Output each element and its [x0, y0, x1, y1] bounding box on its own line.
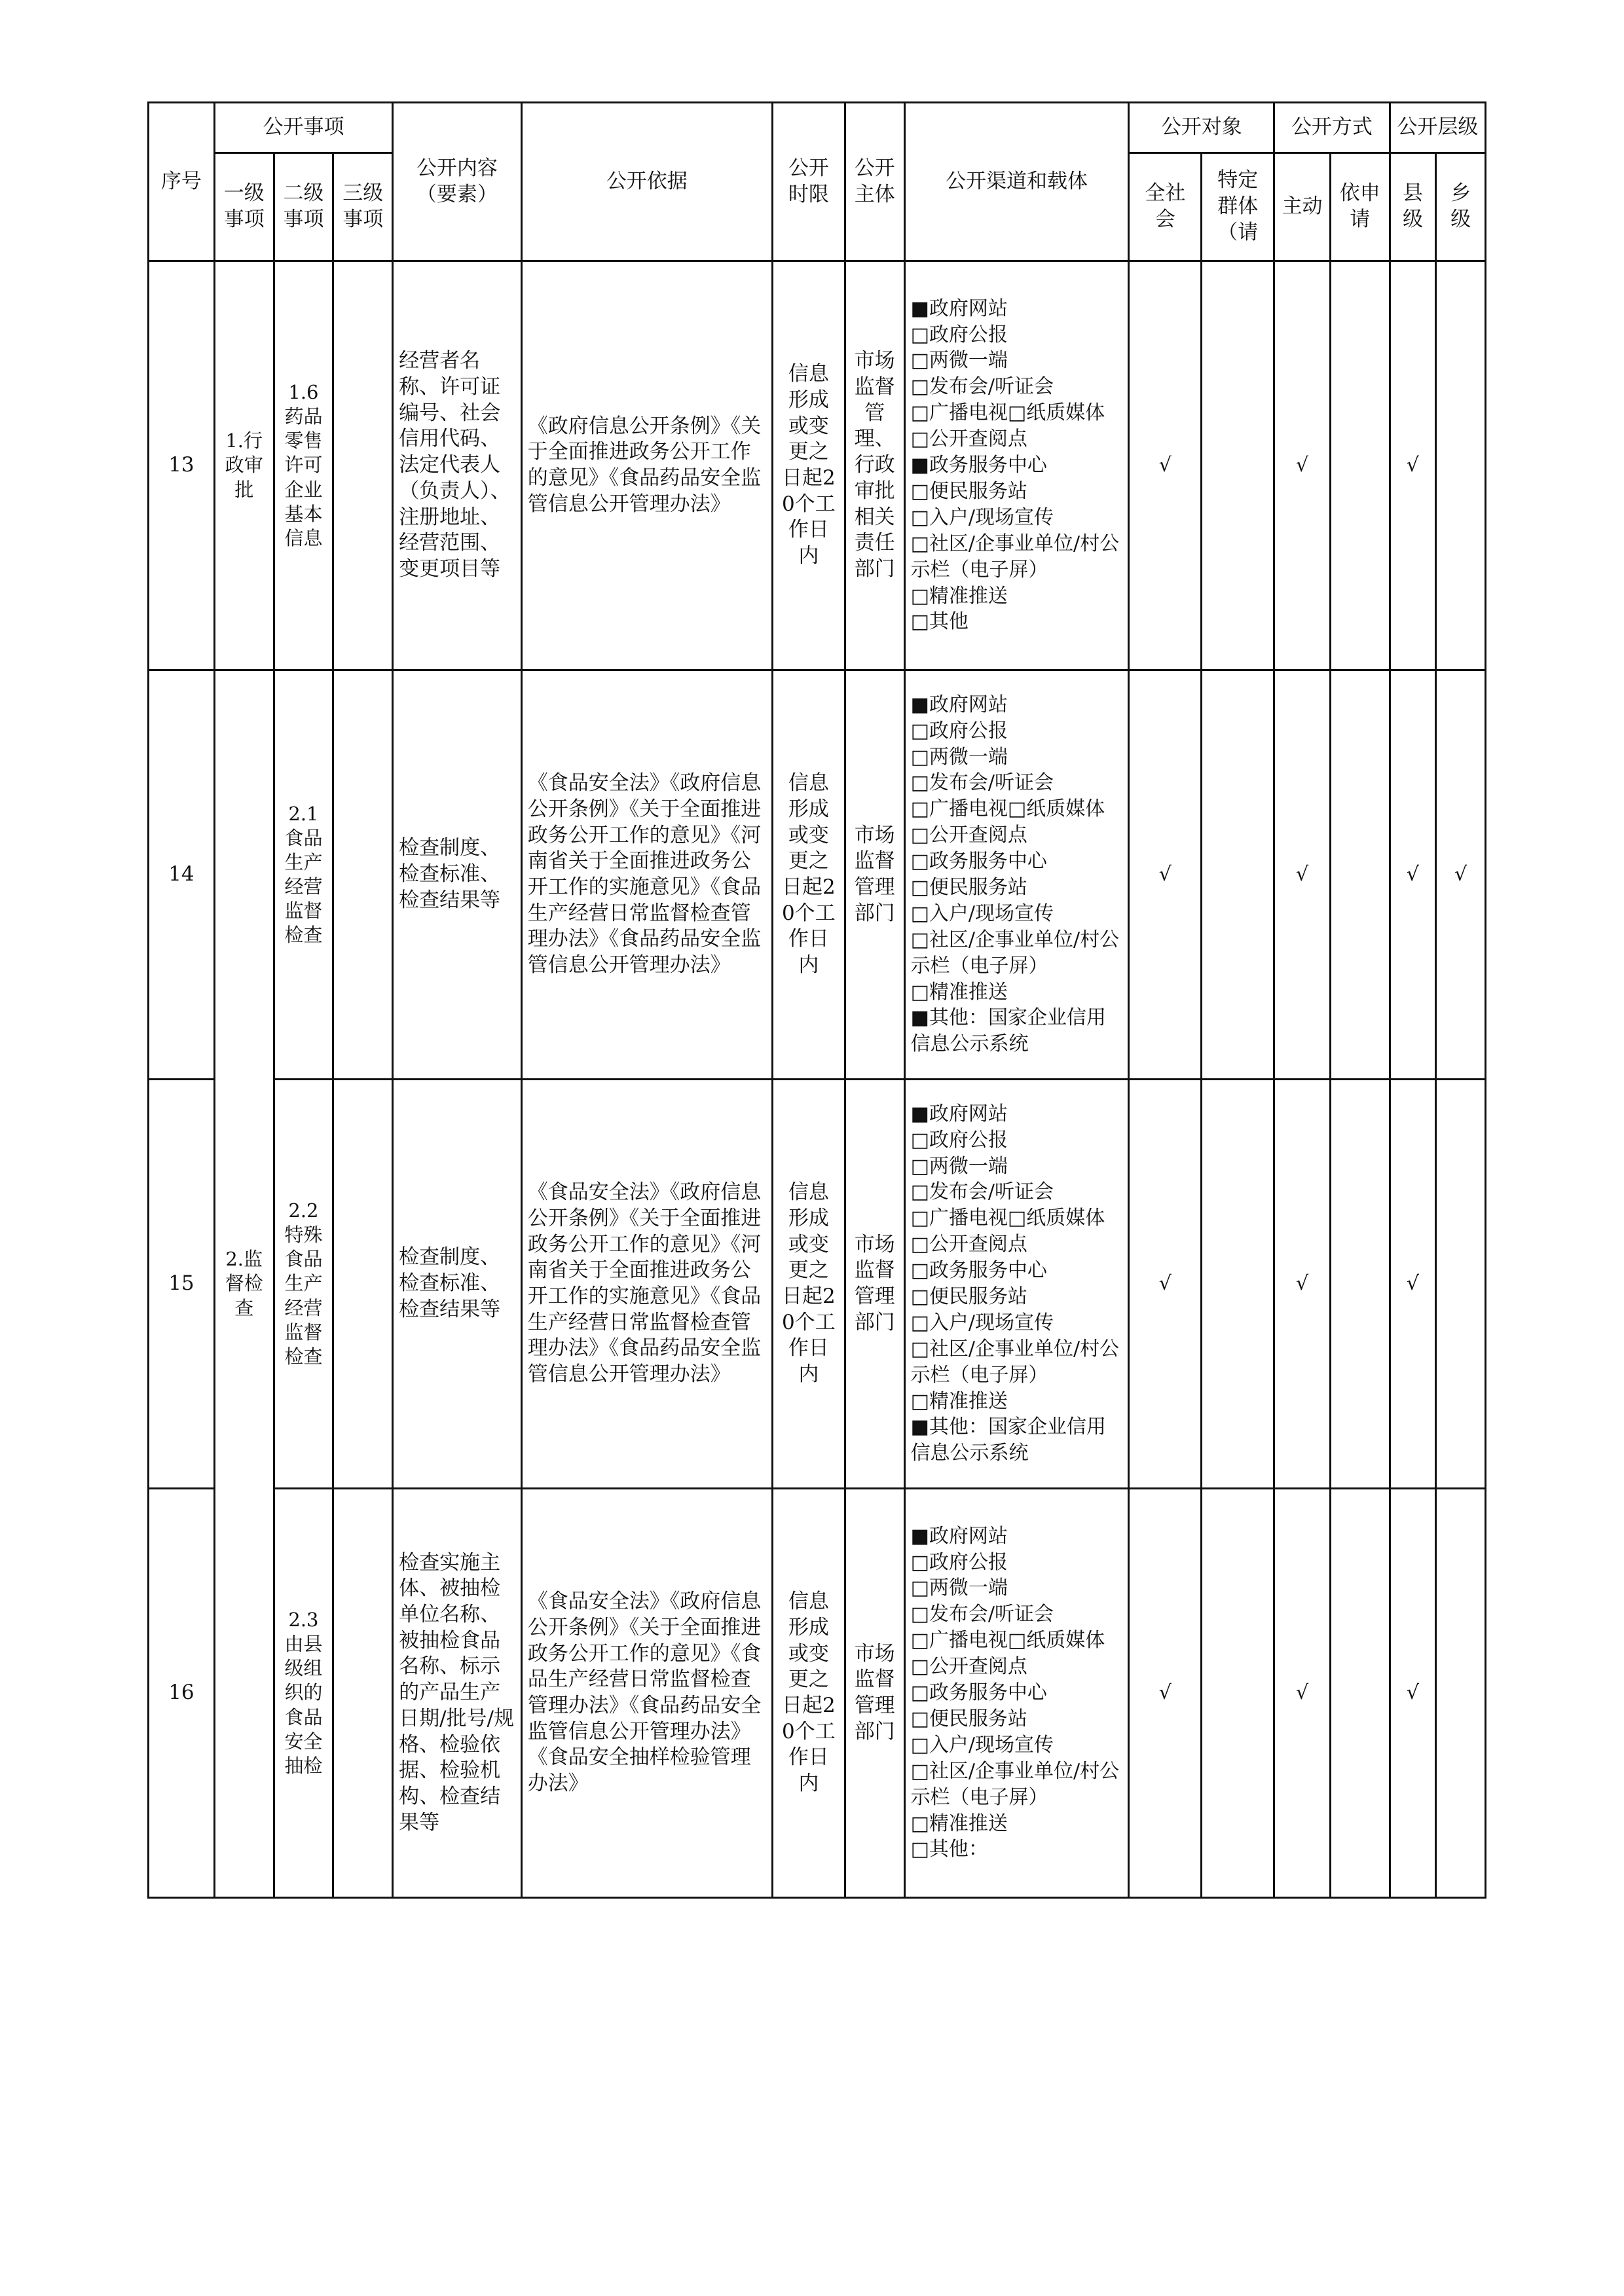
row-14-request [1330, 670, 1390, 1080]
row-15-basis: 《食品安全法》《政府信息公开条例》《关于全面推进政务公开工作的意见》《河南省关于全面推进政务公开工作的实施意见》《食品生产经营日常监督检查管理办法》《食品药品安全监管信息公开管理办法》 [521, 1080, 772, 1489]
row-16-serial: 16 [149, 1489, 215, 1898]
header-basis: 公开依据 [521, 103, 772, 261]
row-14-level3 [333, 670, 393, 1080]
table-row [149, 261, 1486, 670]
row-14-channel: ■政府网站 □政府公报 □两微一端 □发布会/听证会 □广播电视□纸质媒体 □公开查阅点 □政务服务中心 □便民服务站 □入户/现场宣传 □社区/企事业单位/村公示栏（电子屏） □精准推送 ■其他：国家企业信用信息公示系统 [904, 670, 1129, 1080]
row-14-county: √ [1390, 670, 1436, 1080]
header-public-items: 公开事项 [214, 103, 392, 153]
row-13-society: √ [1129, 261, 1202, 670]
header-request: 依申请 [1330, 153, 1390, 261]
row-16-specific [1202, 1489, 1274, 1898]
row-15-specific [1202, 1080, 1274, 1489]
row-14-society: √ [1129, 670, 1202, 1080]
disclosure-table-sheet [147, 101, 1486, 1899]
header-method: 公开方式 [1274, 103, 1390, 153]
row-13-level3 [333, 261, 393, 670]
row-14-active: √ [1274, 670, 1331, 1080]
header-content: 公开内容（要素） [393, 103, 522, 261]
row-14-specific [1202, 670, 1274, 1080]
header-township: 乡级 [1436, 153, 1486, 261]
header-time: 公开时限 [772, 103, 845, 261]
row-16-level2: 2.3由县级组织的食品安全抽检 [274, 1489, 333, 1898]
header-level: 公开层级 [1390, 103, 1485, 153]
row-16-request [1330, 1489, 1390, 1898]
header-specific: 特定群体（请 [1202, 153, 1274, 261]
header-level2: 二级事项 [274, 153, 333, 261]
row-13-request [1330, 261, 1390, 670]
row-16-county: √ [1390, 1489, 1436, 1898]
row-16-content: 检查实施主体、被抽检单位名称、被抽检食品名称、标示的产品生产日期/批号/规格、检验依据、检验机构、检查结果等 [393, 1489, 522, 1898]
row-15-level2: 2.2特殊食品生产经营监督检查 [274, 1080, 333, 1489]
header-channel: 公开渠道和载体 [904, 103, 1129, 261]
row-14-level2: 2.1食品生产经营监督检查 [274, 670, 333, 1080]
header-level1: 一级事项 [214, 153, 274, 261]
row-14-content: 检查制度、检查标准、检查结果等 [393, 670, 522, 1080]
row-16-channel: ■政府网站 □政府公报 □两微一端 □发布会/听证会 □广播电视□纸质媒体 □公开查阅点 □政务服务中心 □便民服务站 □入户/现场宣传 □社区/企事业单位/村公示栏（电子屏） □精准推送 □其他： [904, 1489, 1129, 1898]
header-society: 全社会 [1129, 153, 1202, 261]
row-13-serial: 13 [149, 261, 215, 670]
table-row [149, 1489, 1486, 1898]
row-14-level1: 2.监督检查 [214, 670, 274, 1898]
row-13-channel: ■政府网站 □政府公报 □两微一端 □发布会/听证会 □广播电视□纸质媒体 □公开查阅点 ■政务服务中心 □便民服务站 □入户/现场宣传 □社区/企事业单位/村公示栏（电子屏） □精准推送 □其他 [904, 261, 1129, 670]
row-15-township [1436, 1080, 1486, 1489]
row-13-county: √ [1390, 261, 1436, 670]
row-15-subject: 市场监督管理部门 [845, 1080, 904, 1489]
row-13-active: √ [1274, 261, 1331, 670]
row-15-content: 检查制度、检查标准、检查结果等 [393, 1080, 522, 1489]
row-15-time: 信息形成或变更之日起20个工作日内 [772, 1080, 845, 1489]
row-13-subject: 市场监督管理、行政审批相关责任部门 [845, 261, 904, 670]
header-subject: 公开主体 [845, 103, 904, 261]
row-14-subject: 市场监督管理部门 [845, 670, 904, 1080]
row-16-basis: 《食品安全法》《政府信息公开条例》《关于全面推进政务公开工作的意见》《食品生产经营日常监督检查管理办法》《食品药品安全监管信息公开管理办法》《食品安全抽样检验管理办法》 [521, 1489, 772, 1898]
row-13-specific [1202, 261, 1274, 670]
row-16-time: 信息形成或变更之日起20个工作日内 [772, 1489, 845, 1898]
row-16-society: √ [1129, 1489, 1202, 1898]
row-16-subject: 市场监督管理部门 [845, 1489, 904, 1898]
row-15-level3 [333, 1080, 393, 1489]
row-13-basis: 《政府信息公开条例》《关于全面推进政务公开工作的意见》《食品药品安全监管信息公开管理办法》 [521, 261, 772, 670]
header-county: 县级 [1390, 153, 1436, 261]
header-active: 主动 [1274, 153, 1331, 261]
row-15-county: √ [1390, 1080, 1436, 1489]
row-16-active: √ [1274, 1489, 1331, 1898]
row-15-society: √ [1129, 1080, 1202, 1489]
row-13-level1: 1.行政审批 [214, 261, 274, 670]
row-15-serial: 15 [149, 1080, 215, 1489]
row-15-request [1330, 1080, 1390, 1489]
header-level3: 三级事项 [333, 153, 393, 261]
table-row [149, 1080, 1486, 1489]
header-target: 公开对象 [1129, 103, 1274, 153]
row-16-township [1436, 1489, 1486, 1898]
table-row [149, 670, 1486, 1080]
row-13-content: 经营者名称、许可证编号、社会信用代码、法定代表人（负责人）、注册地址、经营范围、变更项目等 [393, 261, 522, 670]
row-14-basis: 《食品安全法》《政府信息公开条例》《关于全面推进政务公开工作的意见》《河南省关于全面推进政务公开工作的实施意见》《食品生产经营日常监督检查管理办法》《食品药品安全监管信息公开管理办法》 [521, 670, 772, 1080]
row-14-township: √ [1436, 670, 1486, 1080]
header-serial: 序号 [149, 103, 215, 261]
row-14-serial: 14 [149, 670, 215, 1080]
row-13-time: 信息形成或变更之日起20个工作日内 [772, 261, 845, 670]
row-13-township [1436, 261, 1486, 670]
row-16-level3 [333, 1489, 393, 1898]
row-15-channel: ■政府网站 □政府公报 □两微一端 □发布会/听证会 □广播电视□纸质媒体 □公开查阅点 □政务服务中心 □便民服务站 □入户/现场宣传 □社区/企事业单位/村公示栏（电子屏） □精准推送 ■其他：国家企业信用信息公示系统 [904, 1080, 1129, 1489]
row-14-time: 信息形成或变更之日起20个工作日内 [772, 670, 845, 1080]
disclosure-table [147, 101, 1486, 1899]
row-13-level2: 1.6药品零售许可企业基本信息 [274, 261, 333, 670]
row-15-active: √ [1274, 1080, 1331, 1489]
